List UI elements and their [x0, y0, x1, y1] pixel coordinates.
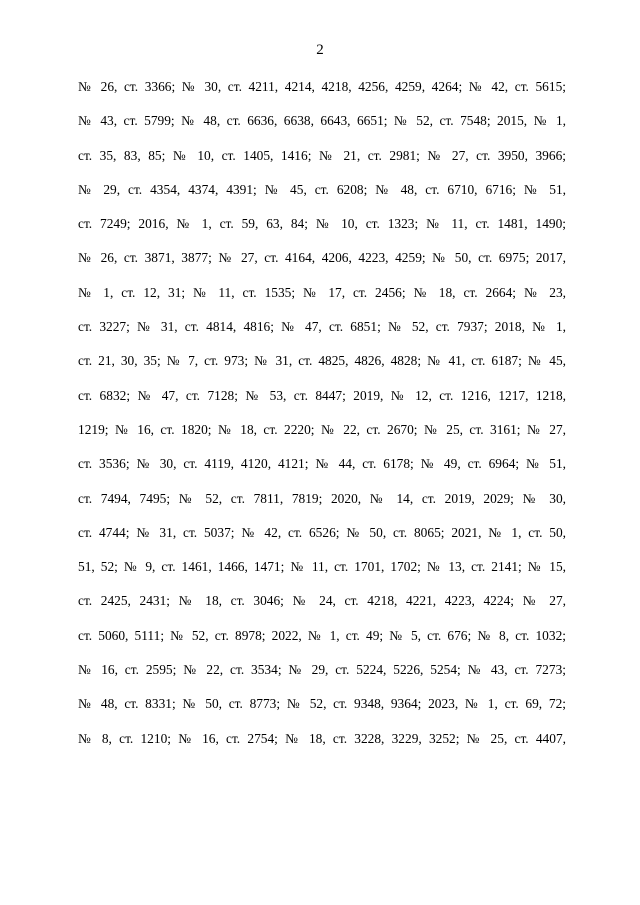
text-line: № 48, ст. 8331; № 50, ст. 8773; № 52, ст. 9348, 9364; 2023, № 1, ст. 69, 72;	[78, 696, 566, 712]
text-line: ст. 3227; № 31, ст. 4814, 4816; № 47, ст. 6851; № 52, ст. 7937; 2018, № 1,	[78, 319, 566, 335]
text-line: ст. 3536; № 30, ст. 4119, 4120, 4121; № 44, ст. 6178; № 49, ст. 6964; № 51,	[78, 456, 566, 472]
text-line: ст. 7249; 2016, № 1, ст. 59, 63, 84; № 10, ст. 1323; № 11, ст. 1481, 1490;	[78, 216, 566, 232]
text-line: ст. 5060, 5111; № 52, ст. 8978; 2022, № 1, ст. 49; № 5, ст. 676; № 8, ст. 1032;	[78, 627, 566, 643]
page-number: 2	[316, 42, 324, 58]
text-line: ст. 7494, 7495; № 52, ст. 7811, 7819; 2020, № 14, ст. 2019, 2029; № 30,	[78, 490, 566, 506]
text-line: № 26, ст. 3366; № 30, ст. 4211, 4214, 4218, 4256, 4259, 4264; № 42, ст. 5615;	[78, 79, 566, 94]
text-line: № 43, ст. 5799; № 48, ст. 6636, 6638, 6643, 6651; № 52, ст. 7548; 2015, № 1,	[78, 113, 566, 129]
text-line: ст. 6832; № 47, ст. 7128; № 53, ст. 8447; 2019, № 12, ст. 1216, 1217, 1218,	[78, 387, 566, 403]
text-line: № 16, ст. 2595; № 22, ст. 3534; № 29, ст. 5224, 5226, 5254; № 43, ст. 7273;	[78, 662, 566, 678]
text-line: № 1, ст. 12, 31; № 11, ст. 1535; № 17, ст. 2456; № 18, ст. 2664; № 23,	[78, 284, 566, 300]
text-line: ст. 2425, 2431; № 18, ст. 3046; № 24, ст. 4218, 4221, 4223, 4224; № 27,	[78, 593, 566, 609]
text-line: ст. 4744; № 31, ст. 5037; № 42, ст. 6526; № 50, ст. 8065; 2021, № 1, ст. 50,	[78, 524, 566, 540]
text-line: 1219; № 16, ст. 1820; № 18, ст. 2220; № 22, ст. 2670; № 25, ст. 3161; № 27,	[78, 421, 566, 437]
text-line: № 8, ст. 1210; № 16, ст. 2754; № 18, ст. 3228, 3229, 3252; № 25, ст. 4407,	[78, 730, 566, 746]
text-line: ст. 35, 83, 85; № 10, ст. 1405, 1416; № 21, ст. 2981; № 27, ст. 3950, 3966;	[78, 147, 566, 163]
text-line: № 29, ст. 4354, 4374, 4391; № 45, ст. 6208; № 48, ст. 6710, 6716; № 51,	[78, 181, 566, 197]
body-text	[78, 77, 566, 763]
text-line: 51, 52; № 9, ст. 1461, 1466, 1471; № 11, ст. 1701, 1702; № 13, ст. 2141; № 15,	[78, 559, 566, 575]
text-line: № 26, ст. 3871, 3877; № 27, ст. 4164, 4206, 4223, 4259; № 50, ст. 6975; 2017,	[78, 250, 566, 266]
text-line: ст. 21, 30, 35; № 7, ст. 973; № 31, ст. 4825, 4826, 4828; № 41, ст. 6187; № 45,	[78, 353, 566, 369]
